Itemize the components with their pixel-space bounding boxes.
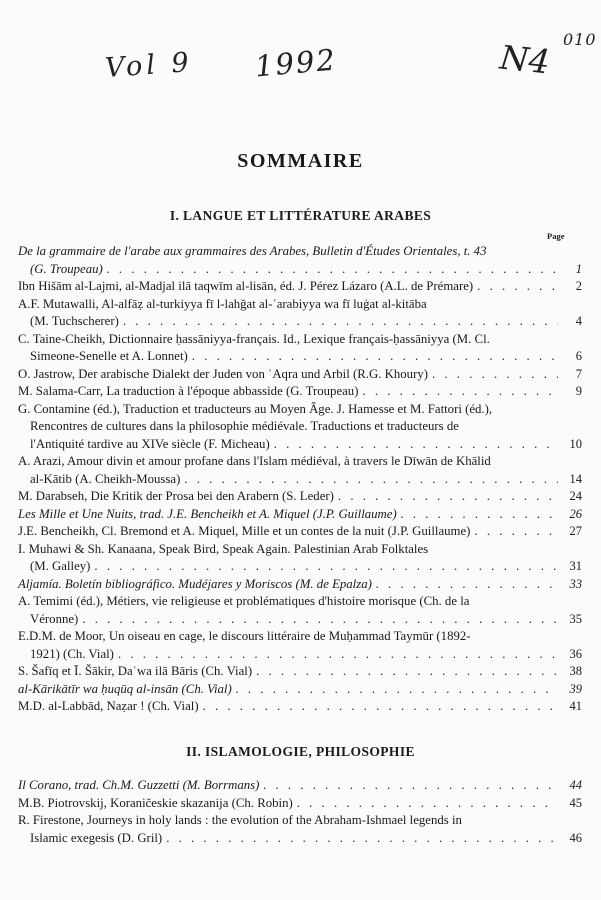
- toc-entry-title: Ibn Hišām al-Lajmi, al-Madjal ilā taqwīm al-lisān, éd. J. Pérez Lázaro (A.L. de Prémare): [18, 279, 474, 293]
- toc-entry-title: Aljamía. Boletín bibliográfico. Mudéjares y Moriscos (M. de Epalza): [18, 576, 372, 591]
- leader-dots: [184, 471, 558, 489]
- page-number: 14: [569, 471, 582, 486]
- toc-entry-title: G. Contamine (éd.), Traduction et traducteurs au Moyen Âge. J. Hamesse et M. Fattori (éd.),: [18, 401, 493, 416]
- leader-dots: [401, 506, 558, 524]
- leader-dots: [123, 313, 558, 331]
- toc-section-islamologie: [18, 777, 582, 847]
- toc-entry: [18, 698, 582, 716]
- toc-entry-line: [18, 366, 558, 384]
- toc-entry-line: [18, 471, 558, 489]
- page-number: 6: [575, 349, 582, 363]
- toc-entry-title: Les Mille et Une Nuits, trad. J.E. Bencheikh et A. Miquel (J.P. Guillaume): [18, 506, 397, 521]
- toc-entry-title: E.D.M. de Moor, Un oiseau en cage, le discours littéraire de Muḥammad Taymūr (1892-: [18, 629, 471, 643]
- toc-entry: [18, 453, 582, 488]
- section-heading-langue: I. LANGUE ET LITTÉRATURE ARABES: [169, 208, 432, 223]
- leader-dots: [362, 383, 558, 401]
- toc-entry-line: [18, 383, 558, 401]
- toc-entry-line: [18, 348, 558, 366]
- leader-dots: [376, 576, 558, 594]
- toc-entry-continuation: l'Antiquité tardive au XIVe siècle (F. Micheau): [30, 436, 270, 451]
- toc-entry-continuation: (G. Troupeau): [30, 261, 103, 276]
- toc-entry-line: [18, 593, 558, 611]
- handwritten-corner-note: 010: [563, 30, 597, 49]
- page-number: 46: [569, 830, 582, 845]
- leader-dots: [477, 278, 558, 296]
- toc-entry-continuation: 1921) (Ch. Vial): [30, 646, 114, 661]
- leader-dots: [256, 663, 558, 681]
- toc-entry-line: [18, 436, 558, 454]
- leader-dots: [274, 436, 558, 454]
- toc-entry: [18, 576, 582, 594]
- toc-entry-line: [18, 830, 558, 848]
- handwritten-issue-note: N4: [498, 37, 552, 82]
- toc-entry: [18, 278, 582, 296]
- toc-entry-continuation: Simeone-Senelle et A. Lonnet): [30, 349, 188, 363]
- leader-dots: [263, 777, 558, 795]
- toc-entry-line: [18, 523, 558, 541]
- leader-dots: [338, 488, 558, 506]
- toc-entry-line: [18, 261, 558, 279]
- leader-dots: [432, 366, 558, 384]
- toc-entry-line: [18, 453, 558, 471]
- toc-section-langue: [18, 243, 582, 716]
- toc-entry-line: [18, 611, 558, 629]
- toc-entry: [18, 488, 582, 506]
- leader-dots: [107, 261, 558, 279]
- toc-entry: [18, 506, 582, 524]
- toc-entry-line: [18, 488, 558, 506]
- page-number: 9: [575, 384, 582, 398]
- page-number: 39: [569, 681, 582, 696]
- leader-dots: [474, 523, 558, 541]
- toc-entry-line: [18, 681, 558, 699]
- toc-entry-title: A.F. Mutawalli, Al-alfāẓ al-turkiyya fī l-lahğat al-ʿarabiyya wa fī luġat al-kitāba: [18, 296, 427, 311]
- leader-dots: [297, 795, 558, 813]
- toc-entry-title: M.B. Piotrovskij, Koraničeskie skazanija (Ch. Robin): [18, 795, 293, 810]
- toc-entry-title: M. Darabseh, Die Kritik der Prosa bei den Arabern (S. Leder): [18, 489, 334, 503]
- toc-entry: [18, 401, 582, 454]
- toc-entry-title: Il Corano, trad. Ch.M. Guzzetti (M. Borrmans): [18, 778, 260, 792]
- leader-dots: [118, 646, 558, 664]
- page-number: 36: [569, 646, 582, 661]
- toc-entry-title: De la grammaire de l'arabe aux grammaires des Arabes, Bulletin d'Études Orientales, t. 43: [18, 244, 487, 258]
- toc-entry-line: [18, 777, 558, 795]
- toc-entry: [18, 331, 582, 366]
- leader-dots: [94, 558, 558, 576]
- toc-entry-line: [18, 663, 558, 681]
- toc-entry-line: [18, 243, 558, 261]
- toc-entry-title: O. Jastrow, Der arabische Dialekt der Juden von ʿAqra und Arbil (R.G. Khoury): [18, 366, 428, 381]
- toc-entry-title: C. Taine-Cheikh, Dictionnaire ḥassāniyya-français. Id., Lexique français-ḥassāniyya (M. Cl.: [18, 331, 490, 346]
- toc-entry-continuation: (M. Galley): [30, 559, 91, 573]
- page-number: 10: [569, 436, 582, 451]
- toc-entry: [18, 366, 582, 384]
- page-number: 31: [569, 559, 582, 573]
- leader-dots: [203, 698, 558, 716]
- toc-entry: [18, 523, 582, 541]
- toc-entry-continuation: Islamic exegesis (D. Gril): [30, 830, 163, 845]
- toc-entry-continuation: Véronne): [30, 611, 79, 626]
- page-title: SOMMAIRE: [237, 150, 364, 172]
- page-number: 41: [569, 699, 582, 713]
- page-number: 4: [575, 314, 582, 328]
- toc-entry: [18, 663, 582, 681]
- toc-entry-title: M.D. al-Labbād, Naẓar ! (Ch. Vial): [18, 699, 199, 713]
- toc-entry-title: I. Muhawi & Sh. Kanaana, Speak Bird, Speak Again. Palestinian Arab Folktales: [18, 541, 429, 556]
- toc-entry-continuation: Rencontres de cultures dans la philosophie médiévale. Traductions et traducteurs de: [30, 419, 459, 433]
- page-number: 44: [569, 778, 582, 792]
- toc-entry-line: [18, 628, 558, 646]
- toc-entry-line: [18, 698, 558, 716]
- toc-entry: [18, 681, 582, 699]
- toc-entry: [18, 243, 582, 278]
- toc-entry-line: [18, 313, 558, 331]
- toc-entry: [18, 777, 582, 795]
- page-number: 38: [569, 664, 582, 678]
- toc-entry-title: A. Temimi (éd.), Métiers, vie religieuse et problématiques d'histoire morisque (Ch. de la: [18, 594, 470, 608]
- page-number: 26: [569, 506, 582, 521]
- leader-dots: [82, 611, 558, 629]
- toc-entry-continuation: al-Kātib (A. Cheikh-Moussa): [30, 471, 181, 486]
- page-number: 45: [569, 795, 582, 810]
- page-number: 1: [575, 261, 582, 276]
- toc-entry: [18, 593, 582, 628]
- page-number: 24: [569, 489, 582, 503]
- page-number: 27: [569, 524, 582, 538]
- toc-entry-line: [18, 646, 558, 664]
- toc-entry-title: al-Kārikātīr wa ḥuqūq al-insān (Ch. Vial): [18, 681, 232, 696]
- toc-entry-line: [18, 576, 558, 594]
- page-number: 2: [575, 279, 582, 293]
- handwritten-volume-note: Vol 9: [104, 46, 194, 85]
- toc-entry-continuation: (M. Tuchscherer): [30, 314, 119, 328]
- toc-entry-line: [18, 558, 558, 576]
- toc-entry-title: R. Firestone, Journeys in holy lands : the evolution of the Abraham-Ishmael legends in: [18, 813, 462, 827]
- toc-entry: [18, 383, 582, 401]
- page-number: 33: [569, 576, 582, 591]
- page-number: 7: [575, 366, 582, 381]
- leader-dots: [166, 830, 558, 848]
- toc-entry-line: [18, 401, 558, 419]
- leader-dots: [192, 348, 558, 366]
- toc-entry-line: [18, 278, 558, 296]
- toc-entry-title: S. Šafīq et Ī. Šākir, Daʿwa ilā Bāris (Ch. Vial): [18, 664, 253, 678]
- handwritten-year-note: 1992: [253, 42, 339, 84]
- toc-entry-line: [18, 812, 558, 830]
- toc-entry: [18, 628, 582, 663]
- toc-entry-title: M. Salama-Carr, La traduction à l'époque abbasside (G. Troupeau): [18, 384, 359, 398]
- toc-entry: [18, 795, 582, 813]
- page-number: 35: [569, 611, 582, 626]
- toc-entry: [18, 812, 582, 847]
- toc-entry-line: [18, 541, 558, 559]
- section-heading-islamologie: II. ISLAMOLOGIE, PHILOSOPHIE: [186, 744, 415, 759]
- page-column-label: Page: [547, 231, 565, 241]
- toc-entry: [18, 296, 582, 331]
- toc-entry-line: [18, 506, 558, 524]
- toc-entry-title: A. Arazi, Amour divin et amour profane dans l'Islam médiéval, à travers le Dīwān de Khālid: [18, 454, 491, 468]
- toc-entry-line: [18, 795, 558, 813]
- leader-dots: [236, 681, 558, 699]
- toc-entry-line: [18, 331, 558, 349]
- toc-entry: [18, 541, 582, 576]
- toc-entry-line: [18, 296, 558, 314]
- toc-entry-title: J.E. Bencheikh, Cl. Bremond et A. Miquel, Mille et un contes de la nuit (J.P. Guillaume): [18, 524, 471, 538]
